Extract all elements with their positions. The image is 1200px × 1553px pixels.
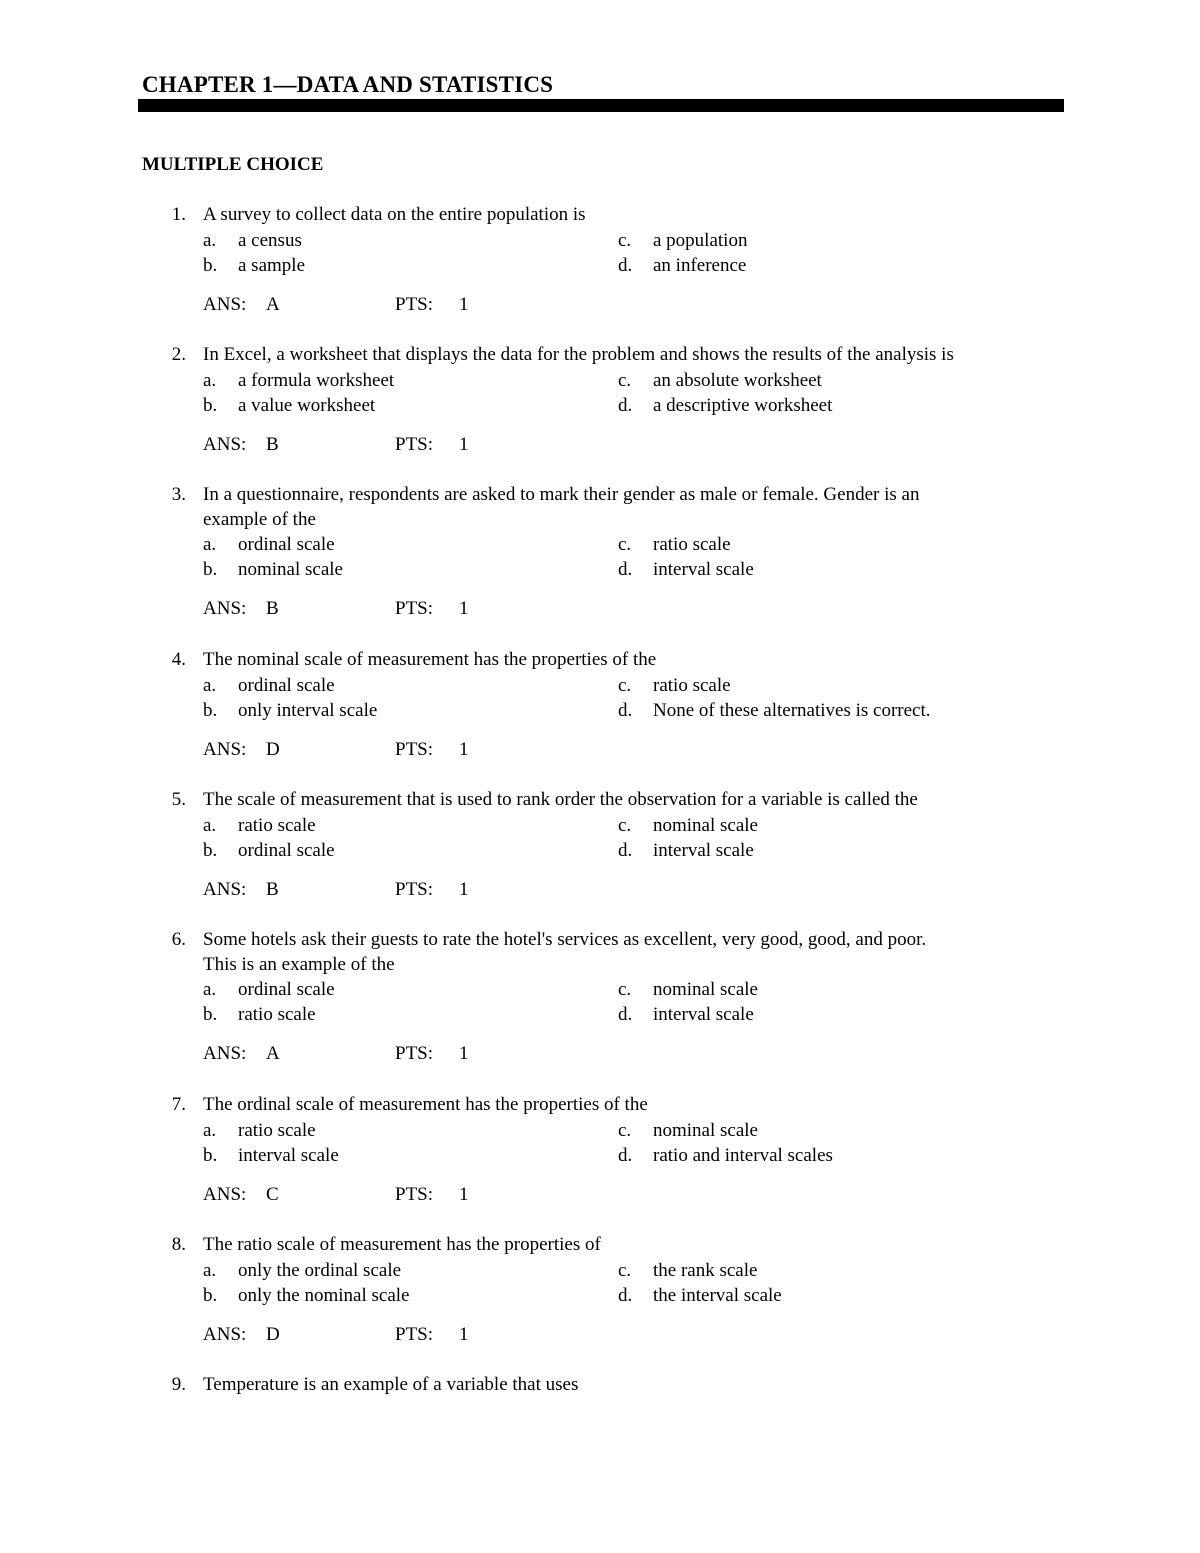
question-text: The scale of measurement that is used to rank order the observation for a variable is called the <box>203 789 918 810</box>
points-label: PTS: <box>395 878 434 900</box>
points-label: PTS: <box>395 433 434 455</box>
points-label: PTS: <box>395 293 434 315</box>
choice-letter: a. <box>203 674 217 696</box>
question-number: 6. <box>171 929 186 950</box>
choice-letter: a. <box>203 369 217 391</box>
choice-letter: d. <box>618 1284 633 1306</box>
points-value: 1 <box>459 1043 469 1064</box>
choice-text: interval scale <box>653 1004 754 1025</box>
choice-letter: a. <box>203 979 217 1000</box>
choice-text: ratio scale <box>653 534 731 555</box>
choice-letter: d. <box>618 699 633 721</box>
choice-text: an inference <box>653 254 747 276</box>
choice-text: ordinal scale <box>238 979 335 1000</box>
points-label: PTS: <box>395 598 434 619</box>
question-number: 5. <box>171 789 186 810</box>
question-text: A survey to collect data on the entire population is <box>203 204 586 225</box>
choice-letter: a. <box>203 814 217 836</box>
choice-letter: c. <box>618 674 632 696</box>
choice-letter: c. <box>618 979 632 1000</box>
choice-letter: d. <box>618 1004 633 1025</box>
points-label: PTS: <box>395 1183 434 1205</box>
choice-letter: c. <box>618 814 632 836</box>
choice-text: nominal scale <box>653 1119 758 1141</box>
choice-text: a census <box>238 229 302 251</box>
choice-letter: d. <box>618 254 633 276</box>
choice-letter: b. <box>203 1144 218 1166</box>
choice-text: interval scale <box>238 1144 339 1166</box>
choice-text: a sample <box>238 254 306 276</box>
title-rule <box>138 99 1064 112</box>
question-text: The ratio scale of measurement has the properties of <box>203 1234 601 1255</box>
answer-label: ANS: <box>203 293 247 315</box>
choice-text: the rank scale <box>653 1259 758 1281</box>
answer-value: A <box>266 293 280 315</box>
choice-text: an absolute worksheet <box>653 369 822 391</box>
question-text: This is an example of the <box>203 953 395 975</box>
choice-text: interval scale <box>653 839 754 861</box>
answer-value: B <box>266 598 279 619</box>
choice-text: ratio scale <box>238 814 316 836</box>
answer-label: ANS: <box>203 433 247 455</box>
choice-text: the interval scale <box>653 1284 782 1306</box>
choice-text: a formula worksheet <box>238 369 395 391</box>
question-text: Some hotels ask their guests to rate the hotel's services as excellent, very good, good, and poor. <box>203 929 927 950</box>
question-number: 4. <box>171 649 186 670</box>
question-text: The nominal scale of measurement has the properties of the <box>203 649 657 670</box>
choice-letter: c. <box>618 1119 632 1141</box>
choice-text: only the nominal scale <box>238 1284 410 1306</box>
choice-letter: c. <box>618 229 632 251</box>
choice-text: ordinal scale <box>238 674 335 696</box>
choice-text: interval scale <box>653 559 754 580</box>
answer-value: D <box>266 1323 280 1345</box>
choice-text: ordinal scale <box>238 839 335 861</box>
choice-letter: d. <box>618 394 633 416</box>
points-label: PTS: <box>395 738 434 760</box>
choice-letter: b. <box>203 1284 218 1306</box>
question-number: 3. <box>171 484 186 505</box>
choice-text: ratio scale <box>238 1004 316 1025</box>
section-heading: MULTIPLE CHOICE <box>142 154 324 175</box>
answer-value: A <box>266 1043 280 1064</box>
points-value: 1 <box>459 433 469 455</box>
choice-text: ratio scale <box>653 674 731 696</box>
choice-letter: a. <box>203 229 217 251</box>
choice-letter: a. <box>203 534 217 555</box>
answer-label: ANS: <box>203 878 247 900</box>
answer-label: ANS: <box>203 598 247 619</box>
choice-text: a population <box>653 229 748 251</box>
points-label: PTS: <box>395 1323 434 1345</box>
question-number: 7. <box>171 1094 186 1115</box>
choice-letter: d. <box>618 559 633 580</box>
choice-text: nominal scale <box>238 559 343 580</box>
answer-label: ANS: <box>203 1323 247 1345</box>
choice-text: only interval scale <box>238 699 378 721</box>
choice-text: a value worksheet <box>238 394 376 416</box>
question-number: 9. <box>171 1374 186 1395</box>
choice-text: ordinal scale <box>238 534 335 555</box>
choice-letter: b. <box>203 254 218 276</box>
choice-text: nominal scale <box>653 979 758 1000</box>
choice-letter: c. <box>618 369 632 391</box>
question-number: 8. <box>171 1234 186 1255</box>
question-text: The ordinal scale of measurement has the properties of the <box>203 1094 648 1115</box>
choice-letter: d. <box>618 839 633 861</box>
choice-letter: c. <box>618 534 632 555</box>
answer-value: B <box>266 878 279 900</box>
choice-text: a descriptive worksheet <box>653 394 833 416</box>
choice-text: only the ordinal scale <box>238 1259 402 1281</box>
choice-letter: a. <box>203 1259 217 1281</box>
answer-label: ANS: <box>203 1043 247 1064</box>
points-value: 1 <box>459 738 469 760</box>
choice-letter: b. <box>203 1004 218 1025</box>
points-value: 1 <box>459 878 469 900</box>
question-number: 1. <box>171 204 186 225</box>
points-value: 1 <box>459 598 469 619</box>
answer-value: D <box>266 738 280 760</box>
question-text: Temperature is an example of a variable that uses <box>203 1374 579 1395</box>
answer-value: C <box>266 1183 279 1205</box>
points-value: 1 <box>459 1323 469 1345</box>
choice-letter: b. <box>203 559 218 580</box>
answer-label: ANS: <box>203 1183 247 1205</box>
question-text: example of the <box>203 508 316 530</box>
choice-letter: c. <box>618 1259 632 1281</box>
points-label: PTS: <box>395 1043 434 1064</box>
choice-text: ratio scale <box>238 1119 316 1141</box>
choice-letter: b. <box>203 699 218 721</box>
answer-value: B <box>266 433 279 455</box>
choice-text: None of these alternatives is correct. <box>653 699 931 721</box>
choice-text: ratio and interval scales <box>653 1144 833 1166</box>
answer-label: ANS: <box>203 738 247 760</box>
question-text: In a questionnaire, respondents are asked to mark their gender as male or female. Gender is an <box>203 484 920 505</box>
question-text: In Excel, a worksheet that displays the data for the problem and shows the results of the analysis is <box>203 344 954 365</box>
choice-letter: d. <box>618 1144 633 1166</box>
choice-text: nominal scale <box>653 814 758 836</box>
question-number: 2. <box>171 344 186 365</box>
chapter-title: CHAPTER 1—DATA AND STATISTICS <box>142 72 554 97</box>
choice-letter: a. <box>203 1119 217 1141</box>
points-value: 1 <box>459 1183 469 1205</box>
choice-letter: b. <box>203 394 218 416</box>
points-value: 1 <box>459 293 469 315</box>
choice-letter: b. <box>203 839 218 861</box>
